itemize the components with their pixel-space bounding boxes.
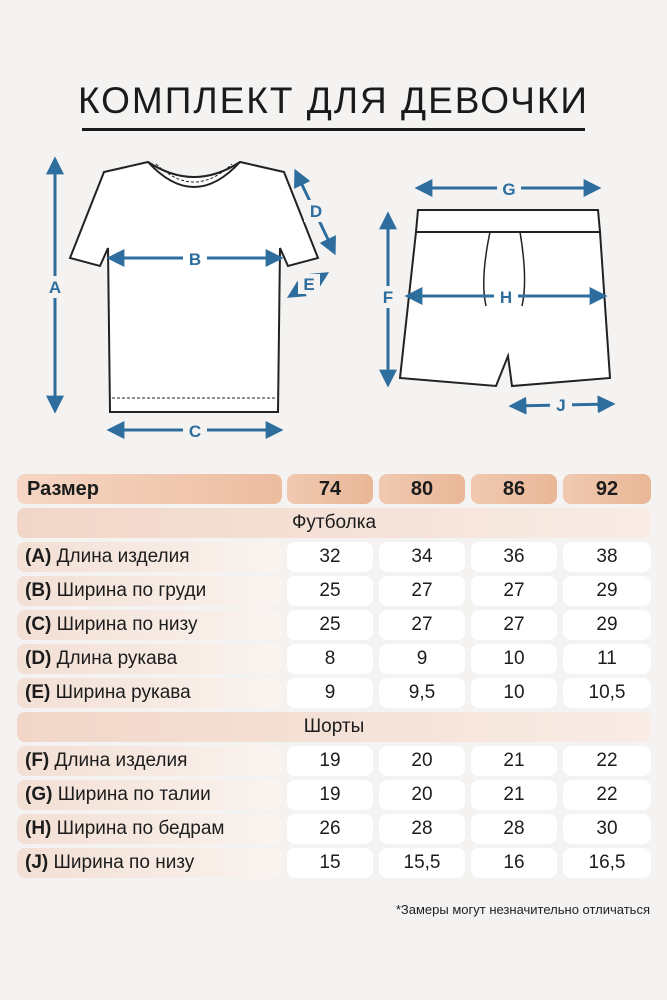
cell-value: 29 xyxy=(563,576,651,606)
cell-value: 26 xyxy=(287,814,373,844)
table-row xyxy=(17,848,651,878)
cell-value: 28 xyxy=(471,814,557,844)
table-row xyxy=(17,576,651,606)
cell-value: 34 xyxy=(379,542,465,572)
cell-value: 15,5 xyxy=(379,848,465,878)
cell-value: 22 xyxy=(563,780,651,810)
cell-value: 11 xyxy=(563,644,651,674)
label-j: J xyxy=(556,396,566,415)
row-label: (B) Ширина по груди xyxy=(17,576,282,606)
cell-value: 27 xyxy=(471,610,557,640)
cell-value: 16,5 xyxy=(563,848,651,878)
cell-value: 9 xyxy=(379,644,465,674)
row-label: (F) Длина изделия xyxy=(17,746,282,776)
cell-value: 16 xyxy=(471,848,557,878)
size-header-label: Размер xyxy=(17,474,282,504)
cell-value: 29 xyxy=(563,610,651,640)
tshirt-icon xyxy=(70,162,318,412)
label-c: C xyxy=(188,422,202,440)
size-80: 80 xyxy=(379,474,465,504)
footnote: *Замеры могут незначительно отличаться xyxy=(395,902,650,917)
table-row xyxy=(17,746,651,776)
table-row xyxy=(17,678,651,708)
cell-value: 38 xyxy=(563,542,651,572)
cell-value: 15 xyxy=(287,848,373,878)
label-g: G xyxy=(502,180,516,199)
table-row xyxy=(17,814,651,844)
cell-value: 10,5 xyxy=(563,678,651,708)
garment-diagram xyxy=(0,140,667,440)
cell-value: 21 xyxy=(471,780,557,810)
cell-value: 9,5 xyxy=(379,678,465,708)
cell-value: 25 xyxy=(287,576,373,606)
cell-value: 27 xyxy=(379,576,465,606)
cell-value: 19 xyxy=(287,780,373,810)
size-86: 86 xyxy=(471,474,557,504)
label-a: A xyxy=(48,278,62,297)
label-b: B xyxy=(188,250,202,269)
cell-value: 10 xyxy=(471,678,557,708)
table-row xyxy=(17,542,651,572)
label-h: H xyxy=(499,288,513,307)
cell-value: 9 xyxy=(287,678,373,708)
title-underline xyxy=(82,128,585,131)
row-label: (J) Ширина по низу xyxy=(17,848,282,878)
row-label: (A) Длина изделия xyxy=(17,542,282,572)
size-74: 74 xyxy=(287,474,373,504)
cell-value: 30 xyxy=(563,814,651,844)
cell-value: 27 xyxy=(471,576,557,606)
cell-value: 27 xyxy=(379,610,465,640)
cell-value: 10 xyxy=(471,644,557,674)
cell-value: 25 xyxy=(287,610,373,640)
cell-value: 20 xyxy=(379,780,465,810)
row-label: (H) Ширина по бедрам xyxy=(17,814,282,844)
cell-value: 21 xyxy=(471,746,557,776)
section-tshirt: Футболка xyxy=(17,508,651,538)
cell-value: 28 xyxy=(379,814,465,844)
row-label: (E) Ширина рукава xyxy=(17,678,282,708)
cell-value: 22 xyxy=(563,746,651,776)
table-row xyxy=(17,780,651,810)
row-label: (C) Ширина по низу xyxy=(17,610,282,640)
row-label: (G) Ширина по талии xyxy=(17,780,282,810)
section-shorts: Шорты xyxy=(17,712,651,742)
label-f: F xyxy=(382,288,394,307)
cell-value: 32 xyxy=(287,542,373,572)
row-label: (D) Длина рукава xyxy=(17,644,282,674)
cell-value: 8 xyxy=(287,644,373,674)
cell-value: 36 xyxy=(471,542,557,572)
size-92: 92 xyxy=(563,474,651,504)
table-row xyxy=(17,610,651,640)
label-d: D xyxy=(309,202,323,221)
cell-value: 20 xyxy=(379,746,465,776)
table-row xyxy=(17,644,651,674)
size-header-row xyxy=(17,474,651,504)
label-e: E xyxy=(303,275,315,294)
page-title: КОМПЛЕКТ ДЛЯ ДЕВОЧКИ xyxy=(77,80,590,121)
cell-value: 19 xyxy=(287,746,373,776)
